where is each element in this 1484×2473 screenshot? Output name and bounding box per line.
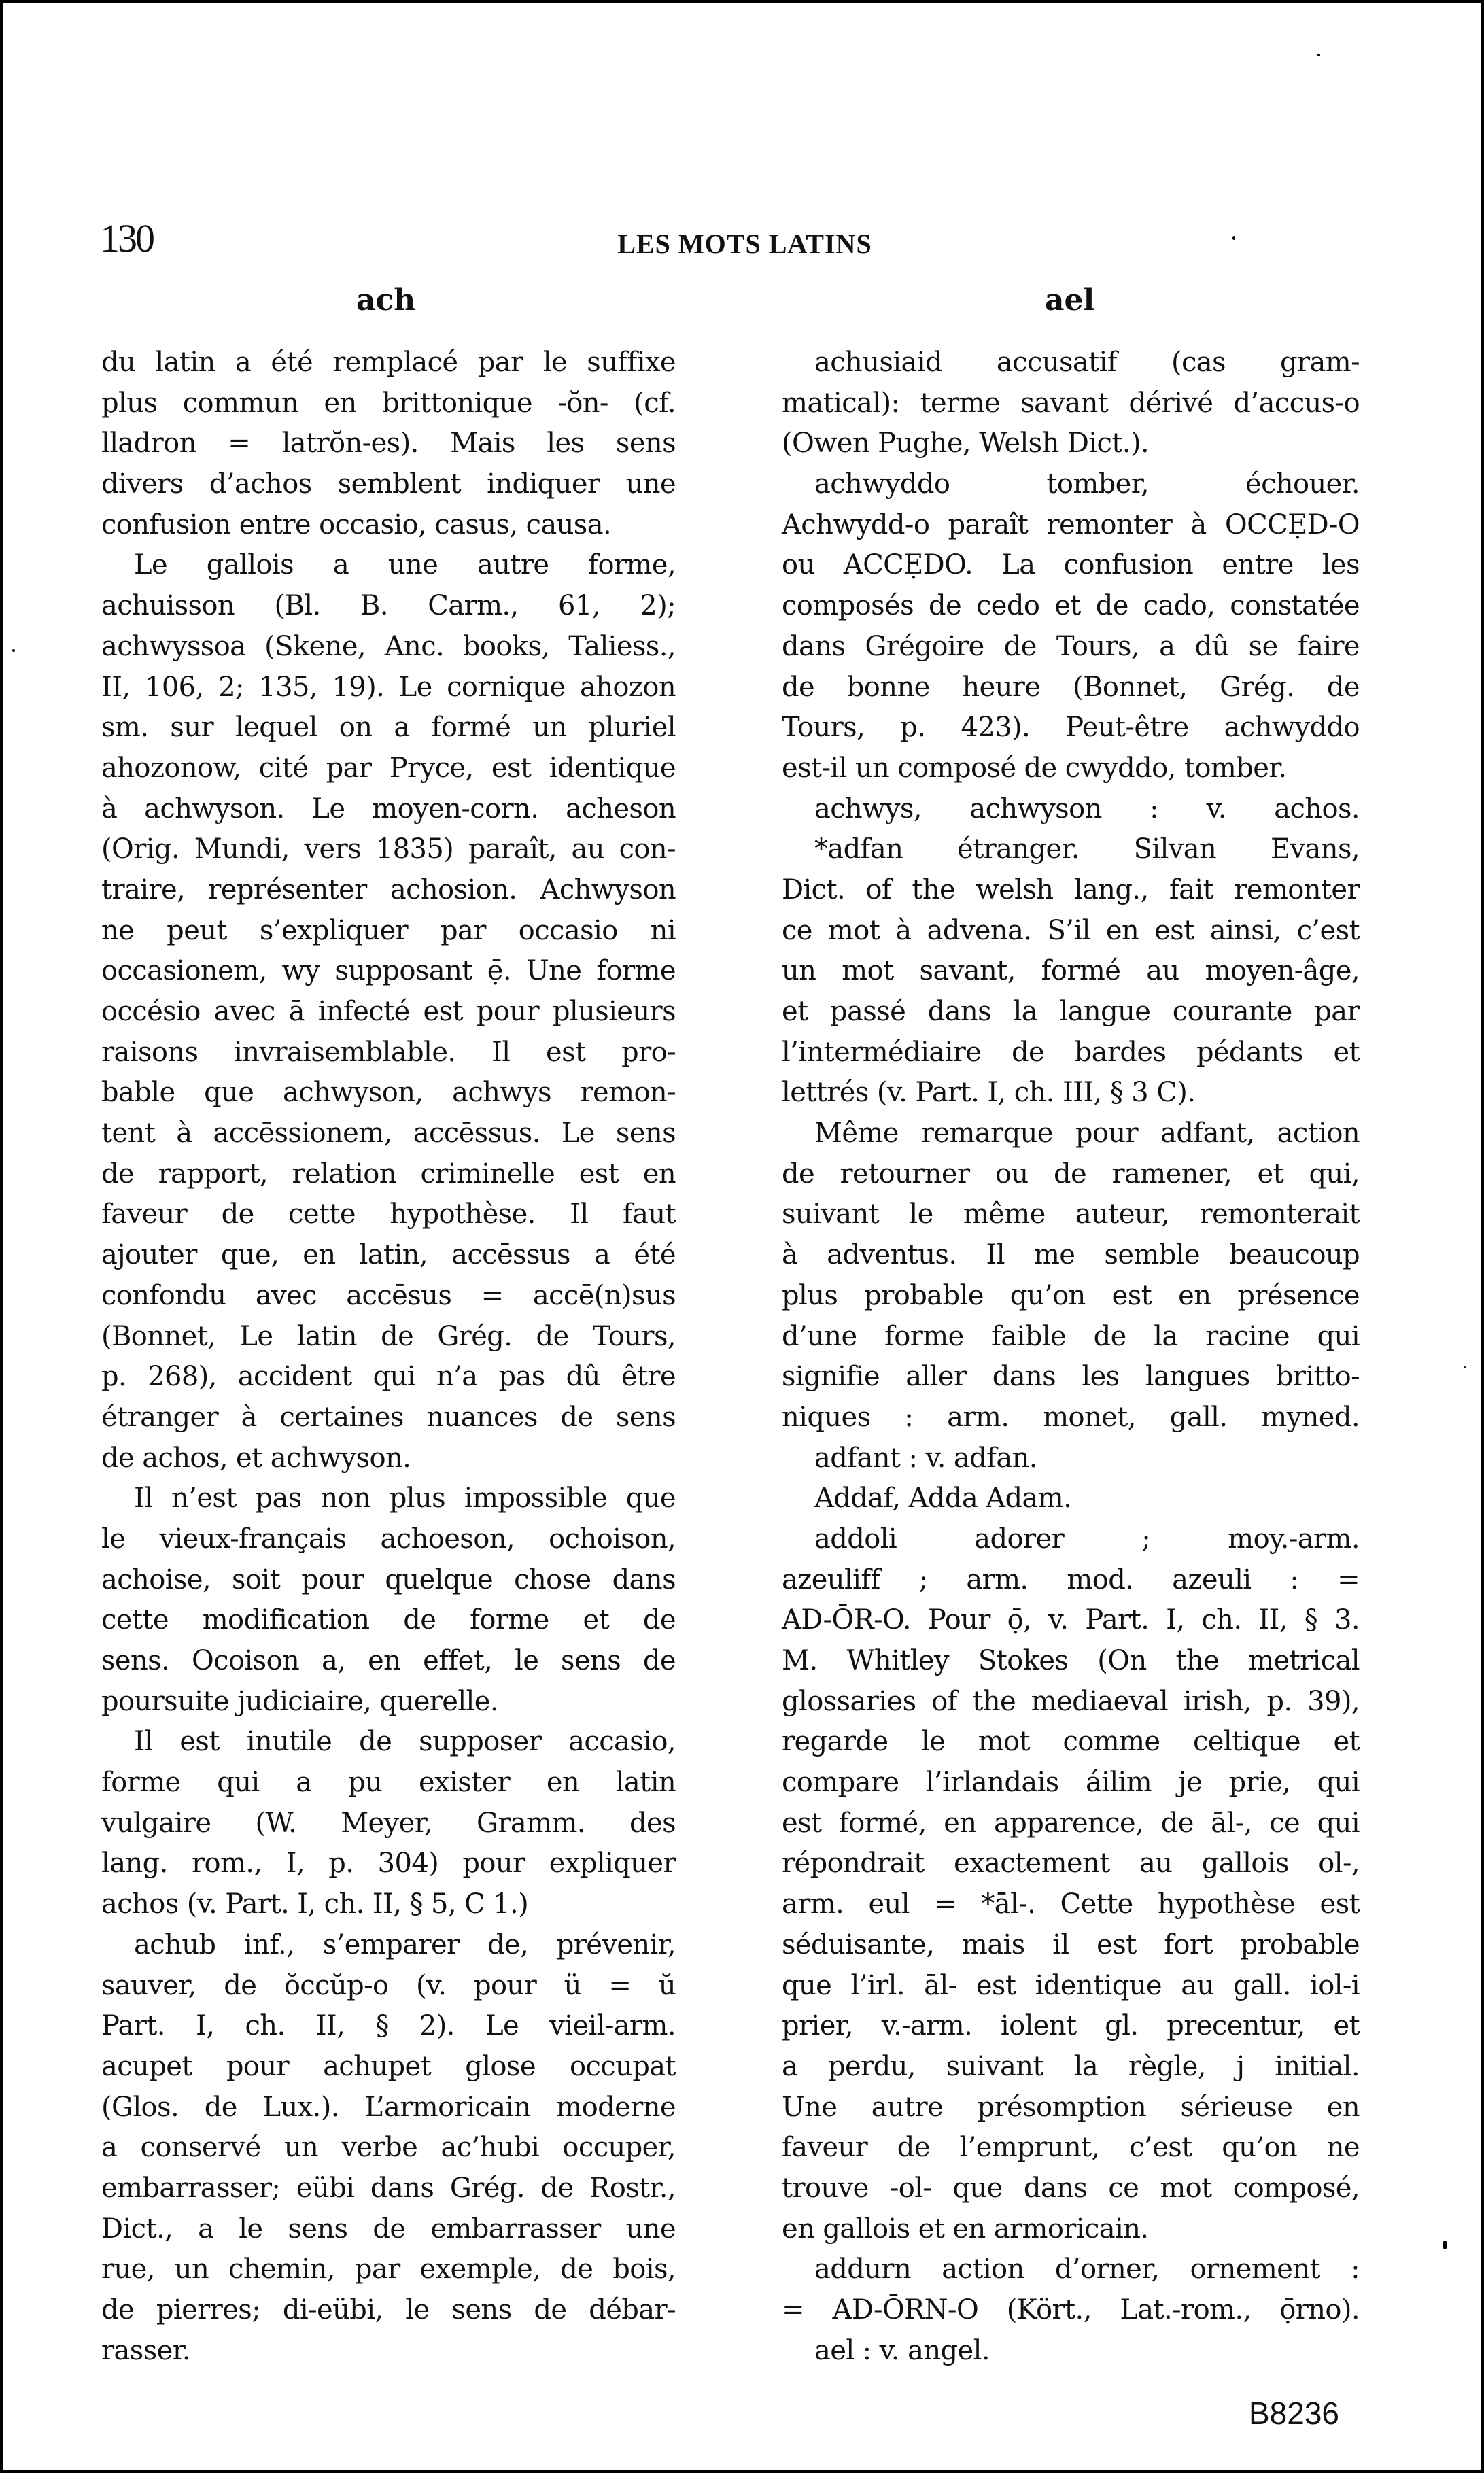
text-line: ce mot à advena. S’il en est ainsi, c’est xyxy=(782,914,1360,946)
text-line: d’une forme faible de la racine qui xyxy=(782,1320,1360,1352)
text-line: Tours, p. 423). Peut-être achwyddo xyxy=(782,712,1360,744)
text-line: (Orig. Mundi, vers 1835) paraît, au con- xyxy=(101,833,676,865)
text-line: répondrait exactement au gallois ol-, xyxy=(782,1848,1360,1880)
text-line: Une autre présomption sérieuse en xyxy=(782,2091,1360,2123)
scan-speck xyxy=(1317,54,1320,56)
scan-speck xyxy=(12,649,15,652)
running-head: LES MOTS LATINS xyxy=(617,228,872,259)
text-line: addoli adorer ; moy.-arm. xyxy=(814,1523,1360,1555)
text-line: addurn action d’orner, ornement : xyxy=(814,2253,1360,2285)
text-line: du latin a été remplacé par le suffixe xyxy=(101,347,676,378)
text-line: (Bonnet, Le latin de Grég. de Tours, xyxy=(101,1320,676,1352)
text-line: l’intermédiaire de bardes pédants et xyxy=(782,1036,1360,1068)
text-line: achub inf., s’emparer de, prévenir, xyxy=(134,1929,676,1960)
text-line: ahozonow, cité par Pryce, est identique xyxy=(101,752,676,784)
text-line: est formé, en apparence, de āl-, ce qui xyxy=(782,1807,1360,1839)
text-line: de retourner ou de ramener, et qui, xyxy=(782,1158,1360,1190)
right-column xyxy=(782,343,1360,2371)
text-line: suivant le même auteur, remonterait xyxy=(782,1198,1360,1230)
text-line: a conservé un verbe ac’hubi occuper, xyxy=(101,2132,676,2164)
text-line: de rapport, relation criminelle est en xyxy=(101,1158,676,1190)
text-line: arm. eul = *āl-. Cette hypothèse est xyxy=(782,1888,1360,1920)
text-line: plus probable qu’on est en présence xyxy=(782,1279,1360,1311)
text-line: adfant : v. adfan. xyxy=(814,1442,1037,1474)
text-line: et passé dans la langue courante par xyxy=(782,996,1360,1027)
text-line: Dict., a le sens de embarrasser une xyxy=(101,2213,676,2245)
text-line: trouve -ol- que dans ce mot composé, xyxy=(782,2172,1360,2204)
text-line: confusion entre occasio, casus, causa. xyxy=(101,508,612,540)
text-line: occasionem, wy supposant ẹ̄. Une forme xyxy=(101,955,676,987)
text-line: raisons invraisemblable. Il est pro- xyxy=(101,1036,676,1068)
text-line: de pierres; di-eübi, le sens de débar- xyxy=(101,2294,676,2325)
text-line: est-il un composé de cwyddo, tomber. xyxy=(782,752,1287,784)
text-line: faveur de l’emprunt, c’est qu’on ne xyxy=(782,2132,1360,2164)
text-line: (Owen Pughe, Welsh Dict.). xyxy=(782,428,1150,460)
text-line: a perdu, suivant la règle, j initial. xyxy=(782,2050,1360,2082)
text-line: de bonne heure (Bonnet, Grég. de xyxy=(782,671,1360,703)
text-line: Dict. of the welsh lang., fait remonter xyxy=(782,874,1360,905)
text-line: prier, v.-arm. iolent gl. precentur, et xyxy=(782,2010,1360,2042)
text-line: ajouter que, en latin, accēssus a été xyxy=(101,1239,676,1271)
text-line: poursuite judiciaire, querelle. xyxy=(101,1685,498,1717)
text-line: Il est inutile de supposer accasio, xyxy=(134,1726,676,1758)
text-line: achwyssoa (Skene, Anc. books, Taliess., xyxy=(101,630,676,662)
text-line: vulgaire (W. Meyer, Gramm. des xyxy=(101,1807,676,1839)
text-line: ael : v. angel. xyxy=(814,2334,990,2366)
text-line: divers d’achos semblent indiquer une xyxy=(101,468,676,500)
text-line: Part. I, ch. II, § 2). Le vieil-arm. xyxy=(101,2010,676,2042)
text-line: signifie aller dans les langues britto- xyxy=(782,1361,1360,1393)
text-line: Même remarque pour adfant, action xyxy=(814,1118,1360,1149)
text-line: lladron = latrŏn-es). Mais les sens xyxy=(101,428,676,460)
text-line: forme qui a pu exister en latin xyxy=(101,1767,676,1799)
text-line: sm. sur lequel on a formé un pluriel xyxy=(101,712,676,744)
page-number: 130 xyxy=(100,216,153,260)
text-line: Addaf, Adda Adam. xyxy=(814,1483,1072,1515)
text-line: achwys, achwyson : v. achos. xyxy=(814,793,1360,825)
left-column xyxy=(101,343,676,2371)
text-line: ou ACCẸDO. La confusion entre les xyxy=(782,549,1360,581)
text-line: rue, un chemin, par exemple, de bois, xyxy=(101,2253,676,2285)
text-line: sens. Ocoison a, en effet, le sens de xyxy=(101,1645,676,1676)
text-line: achuisson (Bl. B. Carm., 61, 2); xyxy=(101,590,676,622)
text-line: embarrasser; eübi dans Grég. de Rostr., xyxy=(101,2172,676,2204)
text-line: AD-ŌR-O. Pour ọ̄, v. Part. I, ch. II, § 3. xyxy=(782,1604,1360,1636)
text-line: cette modification de forme et de xyxy=(101,1604,676,1636)
text-line: achusiaid accusatif (cas gram- xyxy=(814,347,1360,378)
text-line: compare l’irlandais áilim je prie, qui xyxy=(782,1767,1360,1799)
text-line: que l’irl. āl- est identique au gall. iol-i xyxy=(782,1969,1360,2001)
text-line: bable que achwyson, achwys remon- xyxy=(101,1077,676,1109)
text-line: achwyddo tomber, échouer. xyxy=(814,468,1360,500)
text-line: achoise, soit pour quelque chose dans xyxy=(101,1563,676,1595)
text-line: acupet pour achupet glose occupat xyxy=(101,2050,676,2082)
text-line: le vieux-français achoeson, ochoison, xyxy=(101,1523,676,1555)
right-column-heading: ael xyxy=(1045,283,1095,317)
text-line: *adfan étranger. Silvan Evans, xyxy=(814,833,1360,865)
text-line: p. 268), accident qui n’a pas dû être xyxy=(101,1361,676,1393)
text-line: tent à accēssionem, accēssus. Le sens xyxy=(101,1118,676,1149)
text-line: de achos, et achwyson. xyxy=(101,1442,411,1474)
text-line: séduisante, mais il est fort probable xyxy=(782,1929,1360,1960)
text-line: plus commun en brittonique -ŏn- (cf. xyxy=(101,387,676,419)
text-line: à achwyson. Le moyen-corn. acheson xyxy=(101,793,676,825)
text-line: Il n’est pas non plus impossible que xyxy=(134,1483,676,1515)
text-line: regarde le mot comme celtique et xyxy=(782,1726,1360,1758)
text-line: Le gallois a une autre forme, xyxy=(134,549,676,581)
text-line: étranger à certaines nuances de sens xyxy=(101,1401,676,1433)
text-line: Achwydd-o paraît remonter à OCCẸD-O xyxy=(782,508,1360,540)
text-line: traire, représenter achosion. Achwyson xyxy=(101,874,676,905)
text-line: glossaries of the mediaeval irish, p. 39), xyxy=(782,1685,1360,1717)
text-line: niques : arm. monet, gall. myned. xyxy=(782,1401,1360,1433)
scan-speck xyxy=(1464,1366,1466,1368)
text-line: lang. rom., I, p. 304) pour expliquer xyxy=(101,1848,676,1880)
left-column-heading: ach xyxy=(356,283,416,317)
text-line: occésio avec ā infecté est pour plusieurs xyxy=(101,996,676,1027)
text-line: composés de cedo et de cado, constatée xyxy=(782,590,1360,622)
catalog-stamp: B8236 xyxy=(1249,2396,1340,2431)
text-line: (Glos. de Lux.). L’armoricain moderne xyxy=(101,2091,676,2123)
text-line: matical): terme savant dérivé d’accus-o xyxy=(782,387,1360,419)
text-line: dans Grégoire de Tours, a dû se faire xyxy=(782,630,1360,662)
text-line: rasser. xyxy=(101,2334,190,2366)
text-line: = AD-ŌRN-O (Kört., Lat.-rom., ọ̄rno). xyxy=(782,2294,1360,2325)
text-line: un mot savant, formé au moyen-âge, xyxy=(782,955,1360,987)
text-line: en gallois et en armoricain. xyxy=(782,2213,1149,2245)
scan-speck xyxy=(1232,236,1235,240)
text-line: sauver, de ŏccŭp-o (v. pour ü = ŭ xyxy=(101,1969,676,2001)
text-line: azeuliff ; arm. mod. azeuli : = xyxy=(782,1563,1360,1595)
scan-speck xyxy=(1443,2241,1447,2249)
text-line: M. Whitley Stokes (On the metrical xyxy=(782,1645,1360,1676)
text-line: ne peut s’expliquer par occasio ni xyxy=(101,914,676,946)
text-line: II, 106, 2; 135, 19). Le cornique ahozon xyxy=(101,671,676,703)
text-line: lettrés (v. Part. I, ch. III, § 3 C). xyxy=(782,1077,1196,1109)
text-line: achos (v. Part. I, ch. II, § 5, C 1.) xyxy=(101,1888,529,1920)
text-line: confondu avec accēsus = accē(n)sus xyxy=(101,1279,676,1311)
text-line: à adventus. Il me semble beaucoup xyxy=(782,1239,1360,1271)
text-line: faveur de cette hypothèse. Il faut xyxy=(101,1198,676,1230)
